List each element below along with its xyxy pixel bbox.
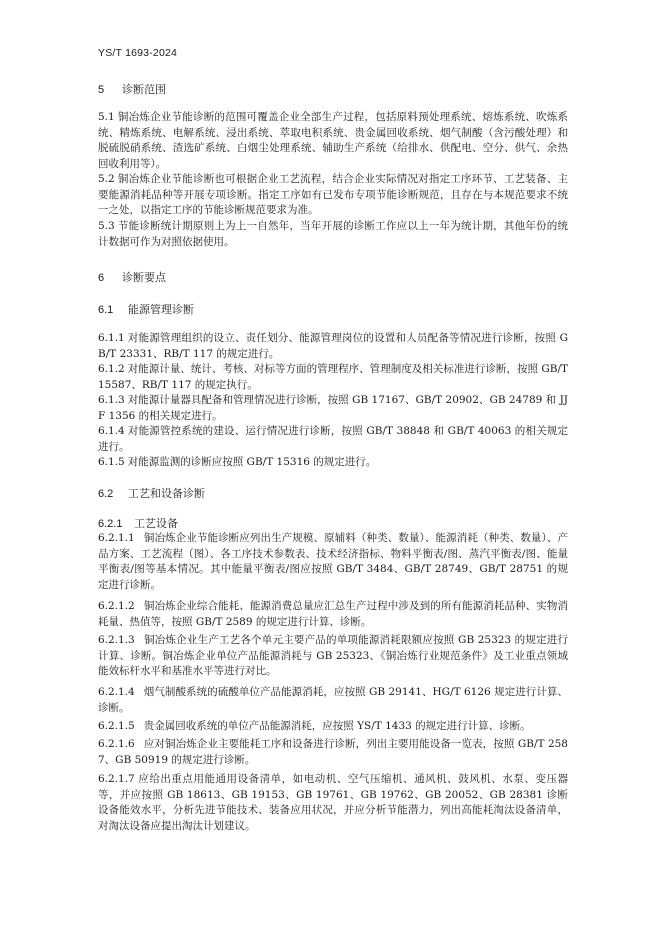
clause-number: 5.2 (98, 173, 115, 185)
clause-number: 6.2.1.4 (98, 686, 135, 698)
section-6-1-heading (98, 301, 194, 317)
section-number: 6.1 (98, 304, 114, 316)
clause-text: 应给出重点用能通用设备清单，如电动机、空气压缩机、通风机、鼓风机、水泵、变压器等，并应按照 GB 18613、GB 19153、GB 19761、GB 19762、GB 20052、GB 28381 诊断设备能效水平，分析先进节能技术、装备应用状况，并应分析节能潜力，列出高能耗淘汰设备清单，对淘汰设备应提出淘汰计划建议。 (98, 773, 568, 832)
clause-text: 烟气制酸系统的硫酸单位产品能源消耗，应按照 GB 29141、HG/T 6126 规定进行计算、诊断。 (98, 686, 568, 714)
clause-number: 6.1.3 (98, 394, 125, 406)
section-5-heading (98, 81, 166, 97)
section-number: 6 (98, 272, 105, 284)
paragraph-6-1-1 (98, 331, 568, 362)
paragraph-6-2-1-6 (98, 737, 568, 768)
section-title: 能源管理诊断 (128, 304, 194, 316)
clause-number: 6.1.1 (98, 332, 125, 344)
clause-text: 铜冶炼企业节能诊断的范围可覆盖企业全部生产过程，包括原料预处理系统、熔炼系统、吹炼系统、精炼系统、电解系统、浸出系统、萃取电积系统、贵金属回收系统、烟气制酸（含污酸处理）和脱硫脱硝系统、渣选矿系统、白烟尘处理系统、辅助生产系统（给排水、供配电、空分、供气、余热回收利用等）。 (98, 111, 568, 170)
paragraph-6-2-1-5 (98, 719, 568, 735)
paragraph-6-2-1-2 (98, 599, 568, 630)
clause-text: 铜冶炼企业综合能耗、能源消费总量应汇总生产过程中涉及到的所有能源消耗品种、实物消耗量、热值等，按照 GB/T 2589 的规定进行计算、诊断。 (98, 600, 568, 628)
clause-number: 6.2.1.5 (98, 720, 135, 732)
paragraph-6-1-3 (98, 393, 568, 424)
paragraph-5-2 (98, 172, 568, 219)
clause-number: 6.2.1.3 (98, 634, 135, 646)
clause-number: 6.2.1.2 (98, 600, 135, 612)
paragraph-6-2-1-3 (98, 633, 568, 680)
paragraph-6-2-1-7 (98, 772, 568, 834)
paragraph-6-2-1-1 (98, 531, 568, 593)
paragraph-5-3 (98, 219, 568, 250)
section-6-heading (98, 269, 166, 285)
clause-number: 6.2.1.6 (98, 738, 135, 750)
section-6-2-1-heading (98, 515, 178, 531)
paragraph-5-1 (98, 110, 568, 172)
paragraph-6-2-1-4 (98, 685, 568, 716)
paragraph-6-1-5 (98, 455, 568, 471)
clause-text: 铜冶炼企业节能诊断应列出生产规模、原辅料（种类、数量）、能源消耗（种类、数量）、产品方案、工艺流程（图）、各工序技术参数表、技术经济指标、物料平衡表/图、蒸汽平衡表/图、能量平衡表/图等基本情况。其中能量平衡表/图应按照 GB/T 3484、GB/T 28749、GB/T 28751 的规定进行诊断。 (98, 532, 568, 591)
paragraph-6-1-2 (98, 362, 568, 393)
clause-text: 节能诊断统计期原则上为上一自然年，当年开展的诊断工作应以上一年为统计期，其他年份的统计数据可作为对照依据使用。 (98, 220, 568, 248)
clause-text: 应对铜冶炼企业主要能耗工序和设备进行诊断，列出主要用能设备一览表，按照 GB/T 2587、GB 50919 的规定进行诊断。 (98, 738, 568, 766)
clause-number: 6.2.1.7 (98, 773, 135, 785)
clause-number: 6.1.5 (98, 456, 125, 468)
section-title: 诊断范围 (122, 84, 166, 96)
section-title: 诊断要点 (122, 272, 166, 284)
clause-text: 对能源管控系统的建设、运行情况进行诊断，按照 GB/T 38848 和 GB/T 40063 的相关规定进行。 (98, 425, 568, 453)
clause-text: 贵金属回收系统的单位产品能源消耗，应按照 YS/T 1433 的规定进行计算、诊断。 (143, 720, 531, 732)
clause-number: 6.1.2 (98, 363, 125, 375)
clause-text: 铜冶炼企业节能诊断也可根据企业工艺流程，结合企业实际情况对指定工序环节、工艺装备、主要能源消耗品种等开展专项诊断。指定工序如有已发布专项节能诊断规范，且存在与本规范要求不统一之处，以指定工序的节能诊断规范要求为准。 (98, 173, 568, 217)
clause-text: 对能源计量器具配备和管理情况进行诊断，按照 GB 17167、GB/T 20902、GB 24789 和 JJF 1356 的相关规定进行。 (98, 394, 568, 422)
clause-text: 对能源计量、统计、考核、对标等方面的管理程序、管理制度及相关标准进行诊断，按照 GB/T 15587、RB/T 117 的规定执行。 (98, 363, 568, 391)
clause-text: 铜冶炼企业生产工艺各个单元主要产品的单项能源消耗限额应按照 GB 25323 的规定进行计算、诊断。铜冶炼企业单位产品能源消耗与 GB 25323、《铜冶炼行业规范条件》及工业重点领域能效标杆水平和基准水平等进行对比。 (98, 634, 568, 678)
clause-number: 6.1.4 (98, 425, 125, 437)
section-number: 5 (98, 84, 105, 96)
section-number: 6.2 (98, 488, 114, 500)
clause-text: 对能源管理组织的设立、责任划分、能源管理岗位的设置和人员配备等情况进行诊断，按照 GB/T 23331、RB/T 117 的规定进行。 (98, 332, 568, 360)
section-title: 工艺设备 (134, 518, 178, 530)
section-6-2-heading (98, 485, 205, 501)
section-number: 6.2.1 (98, 518, 123, 530)
paragraph-6-1-4 (98, 424, 568, 455)
document-code-header: YS/T 1693-2024 (98, 47, 178, 59)
clause-number: 5.3 (98, 220, 115, 232)
clause-number: 5.1 (98, 111, 115, 123)
clause-text: 对能源监测的诊断应按照 GB/T 15316 的规定进行。 (127, 456, 377, 468)
clause-number: 6.2.1.1 (98, 532, 135, 544)
section-title: 工艺和设备诊断 (128, 488, 205, 500)
